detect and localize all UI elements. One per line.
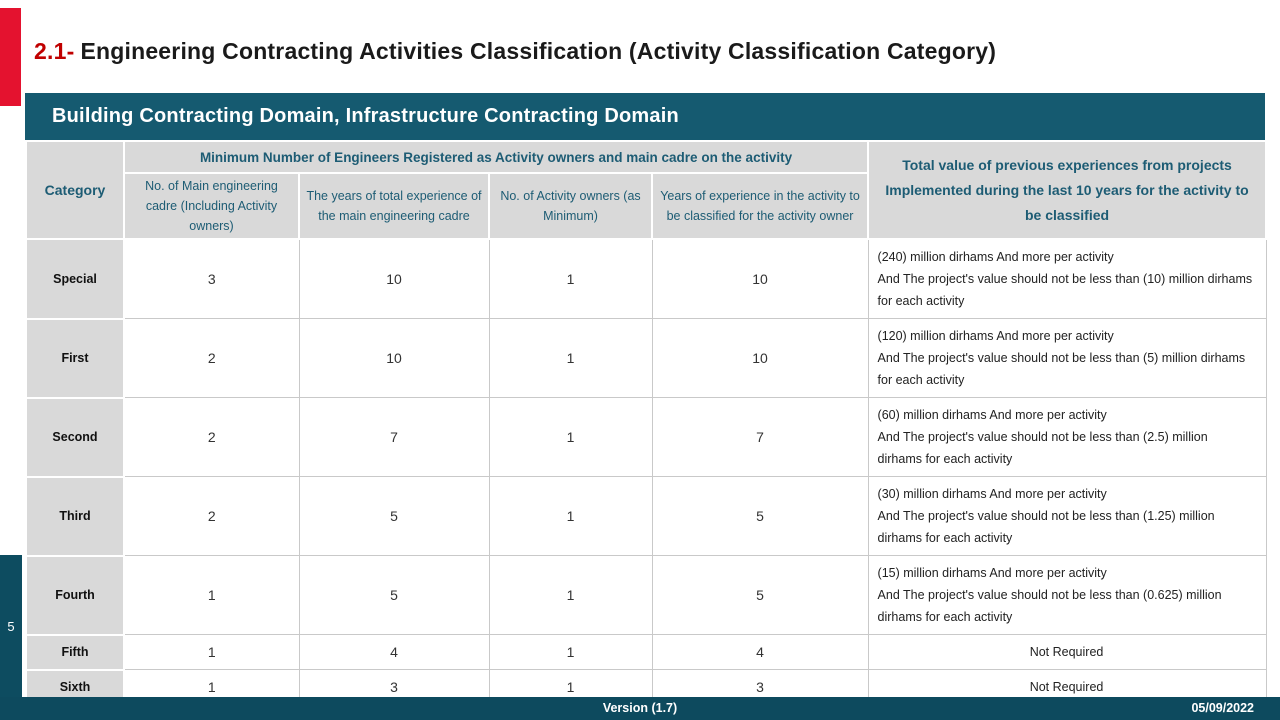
value-line: (60) million dirhams And more per activity bbox=[877, 408, 1107, 422]
cell-activity-owners: 1 bbox=[489, 477, 652, 556]
cell-years-activity: 4 bbox=[652, 635, 868, 670]
page-number: 5 bbox=[7, 619, 15, 634]
cell-main-cadre: 1 bbox=[124, 635, 299, 670]
footer-bar bbox=[0, 697, 1280, 720]
cell-years-activity: 10 bbox=[652, 319, 868, 398]
cell-activity-owners: 1 bbox=[489, 319, 652, 398]
value-line: (15) million dirhams And more per activity bbox=[877, 566, 1107, 580]
column-header-category: Category bbox=[26, 141, 124, 239]
value-line: And The project's value should not be less than (2.5) million dirhams for each activity bbox=[877, 430, 1208, 466]
cell-total-value bbox=[868, 239, 1266, 319]
cell-years-activity: 7 bbox=[652, 398, 868, 477]
cell-total-value bbox=[868, 319, 1266, 398]
row-label: Fourth bbox=[26, 556, 124, 635]
cell-main-cadre: 2 bbox=[124, 477, 299, 556]
column-header-years-activity-experience: Years of experience in the activity to be classified for the activity owner bbox=[652, 173, 868, 239]
title-text: Engineering Contracting Activities Classification (Activity Classification Category) bbox=[80, 38, 997, 64]
cell-years-activity: 5 bbox=[652, 556, 868, 635]
classification-grid bbox=[25, 140, 1267, 706]
classification-table bbox=[25, 93, 1265, 706]
page-number-tab bbox=[0, 555, 22, 720]
cell-total-value: Not Required bbox=[868, 670, 1266, 705]
value-line: And The project's value should not be less than (1.25) million dirhams for each activity bbox=[877, 509, 1215, 545]
cell-years-total: 5 bbox=[299, 556, 489, 635]
table-row-first bbox=[26, 319, 1266, 398]
cell-years-total: 10 bbox=[299, 239, 489, 319]
table-row-fifth bbox=[26, 635, 1266, 670]
red-accent-bar bbox=[0, 8, 21, 106]
column-header-engineers-group: Minimum Number of Engineers Registered as Activity owners and main cadre on the activity bbox=[124, 141, 868, 173]
header-row-group bbox=[26, 141, 1266, 173]
cell-years-total: 5 bbox=[299, 477, 489, 556]
footer-date: 05/09/2022 bbox=[1191, 701, 1254, 715]
row-label: Third bbox=[26, 477, 124, 556]
cell-total-value: Not Required bbox=[868, 635, 1266, 670]
row-label: Fifth bbox=[26, 635, 124, 670]
cell-years-activity: 10 bbox=[652, 239, 868, 319]
column-header-total-value: Total value of previous experiences from projects Implemented during the last 10 years for the activity to be classified bbox=[868, 141, 1266, 239]
value-line: (120) million dirhams And more per activity bbox=[877, 329, 1114, 343]
value-line: And The project's value should not be less than (5) million dirhams for each activity bbox=[877, 351, 1246, 387]
row-label: First bbox=[26, 319, 124, 398]
column-header-activity-owners: No. of Activity owners (as Minimum) bbox=[489, 173, 652, 239]
table-domain-banner: Building Contracting Domain, Infrastructure Contracting Domain bbox=[25, 93, 1265, 140]
cell-total-value bbox=[868, 398, 1266, 477]
table-row-special bbox=[26, 239, 1266, 319]
cell-main-cadre: 3 bbox=[124, 239, 299, 319]
page-title bbox=[34, 38, 996, 65]
column-header-years-total-experience: The years of total experience of the main engineering cadre bbox=[299, 173, 489, 239]
value-line: And The project's value should not be less than (0.625) million dirhams for each activity bbox=[877, 588, 1222, 624]
cell-activity-owners: 1 bbox=[489, 670, 652, 705]
value-line: And The project's value should not be less than (10) million dirhams for each activity bbox=[877, 272, 1253, 308]
cell-years-total: 7 bbox=[299, 398, 489, 477]
column-header-main-cadre: No. of Main engineering cadre (Including Activity owners) bbox=[124, 173, 299, 239]
cell-years-activity: 5 bbox=[652, 477, 868, 556]
cell-main-cadre: 1 bbox=[124, 670, 299, 705]
cell-years-total: 3 bbox=[299, 670, 489, 705]
cell-total-value bbox=[868, 556, 1266, 635]
table-row-third bbox=[26, 477, 1266, 556]
value-line: (240) million dirhams And more per activity bbox=[877, 250, 1114, 264]
table-row-fourth bbox=[26, 556, 1266, 635]
cell-main-cadre: 2 bbox=[124, 319, 299, 398]
cell-years-activity: 3 bbox=[652, 670, 868, 705]
row-label: Special bbox=[26, 239, 124, 319]
value-line: (30) million dirhams And more per activity bbox=[877, 487, 1107, 501]
footer-version: Version (1.7) bbox=[602, 701, 678, 715]
cell-main-cadre: 1 bbox=[124, 556, 299, 635]
cell-years-total: 10 bbox=[299, 319, 489, 398]
cell-total-value bbox=[868, 477, 1266, 556]
row-label: Sixth bbox=[26, 670, 124, 705]
cell-years-total: 4 bbox=[299, 635, 489, 670]
row-label: Second bbox=[26, 398, 124, 477]
cell-activity-owners: 1 bbox=[489, 239, 652, 319]
cell-activity-owners: 1 bbox=[489, 398, 652, 477]
table-row-second bbox=[26, 398, 1266, 477]
title-section-number: 2.1- bbox=[34, 38, 75, 64]
cell-main-cadre: 2 bbox=[124, 398, 299, 477]
cell-activity-owners: 1 bbox=[489, 635, 652, 670]
cell-activity-owners: 1 bbox=[489, 556, 652, 635]
